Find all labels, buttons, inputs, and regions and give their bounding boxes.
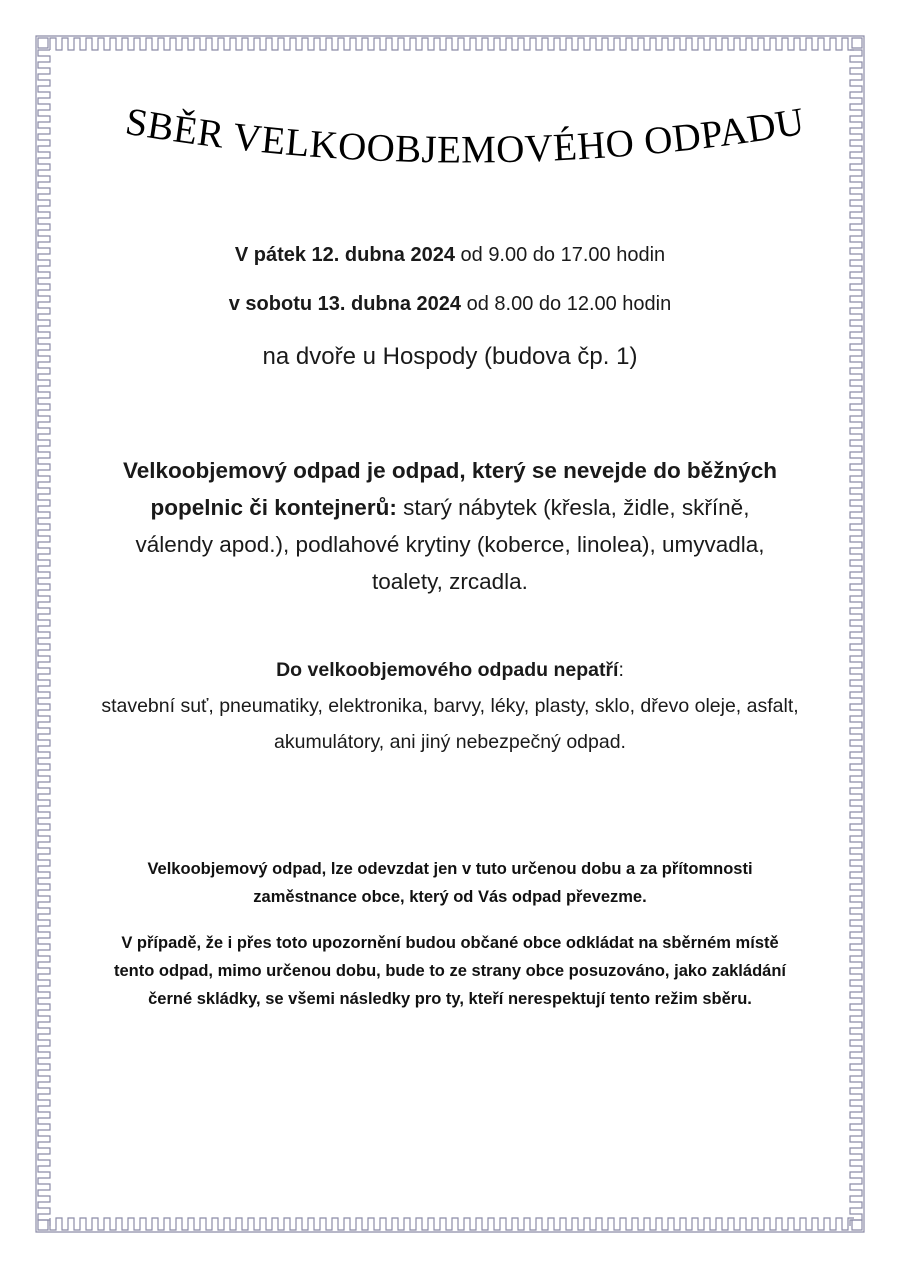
exclusions-heading-colon: :: [618, 659, 624, 681]
schedule-line-2: [60, 293, 840, 316]
exclusions-text: stavební suť, pneumatiky, elektronika, barvy, léky, plasty, sklo, dřevo oleje, asfalt, akumulátory, ani jiný nebezpečný odpad.: [101, 695, 799, 753]
exclusions-section: [100, 652, 800, 760]
definition-list: starý nábytek (křesla, židle, skříně, válendy apod.), podlahové krytiny (koberce, linolea), umyvadla, toalety, zrcadla.: [135, 495, 765, 594]
exclusions-heading: [100, 652, 800, 688]
schedule-time-1: od 9.00 do 17.00 hodin: [454, 244, 666, 266]
definition-paragraph: [110, 452, 790, 600]
title-text: [122, 100, 807, 172]
page-title: [100, 100, 830, 190]
schedule-day-2: v sobotu 13. dubna 2024: [228, 293, 462, 315]
definition-bold: Velkoobjemový odpad je odpad, který se nevejde do běžných popelnic či kontejnerů:: [123, 458, 777, 520]
title-textpath: SBĚR VELKOOBJEMOVÉHO ODPADU: [122, 100, 808, 172]
schedule-day-1: V pátek 12. dubna 2024: [234, 244, 455, 266]
location: na dvoře u Hospody (budova čp. 1): [262, 343, 638, 370]
notice-1: Velkoobjemový odpad, lze odevzdat jen v tuto určenou dobu a za přítomnosti zaměstnance obce, který od Vás odpad převezme.: [147, 860, 753, 906]
schedule-time-2: od 8.00 do 12.00 hodin: [461, 293, 672, 315]
schedule-line-1: [60, 244, 840, 267]
exclusions-heading-bold: Do velkoobjemového odpadu nepatří: [276, 659, 619, 681]
notice-2: V případě, že i přes toto upozornění budou občané obce odkládat na sběrném místě tento odpad, mimo určenou dobu, bude to ze strany obce posuzováno, jako zakládání černé skládky, se všemi následky pro ty, kteří nerespektují tento režim sběru.: [114, 934, 786, 1008]
